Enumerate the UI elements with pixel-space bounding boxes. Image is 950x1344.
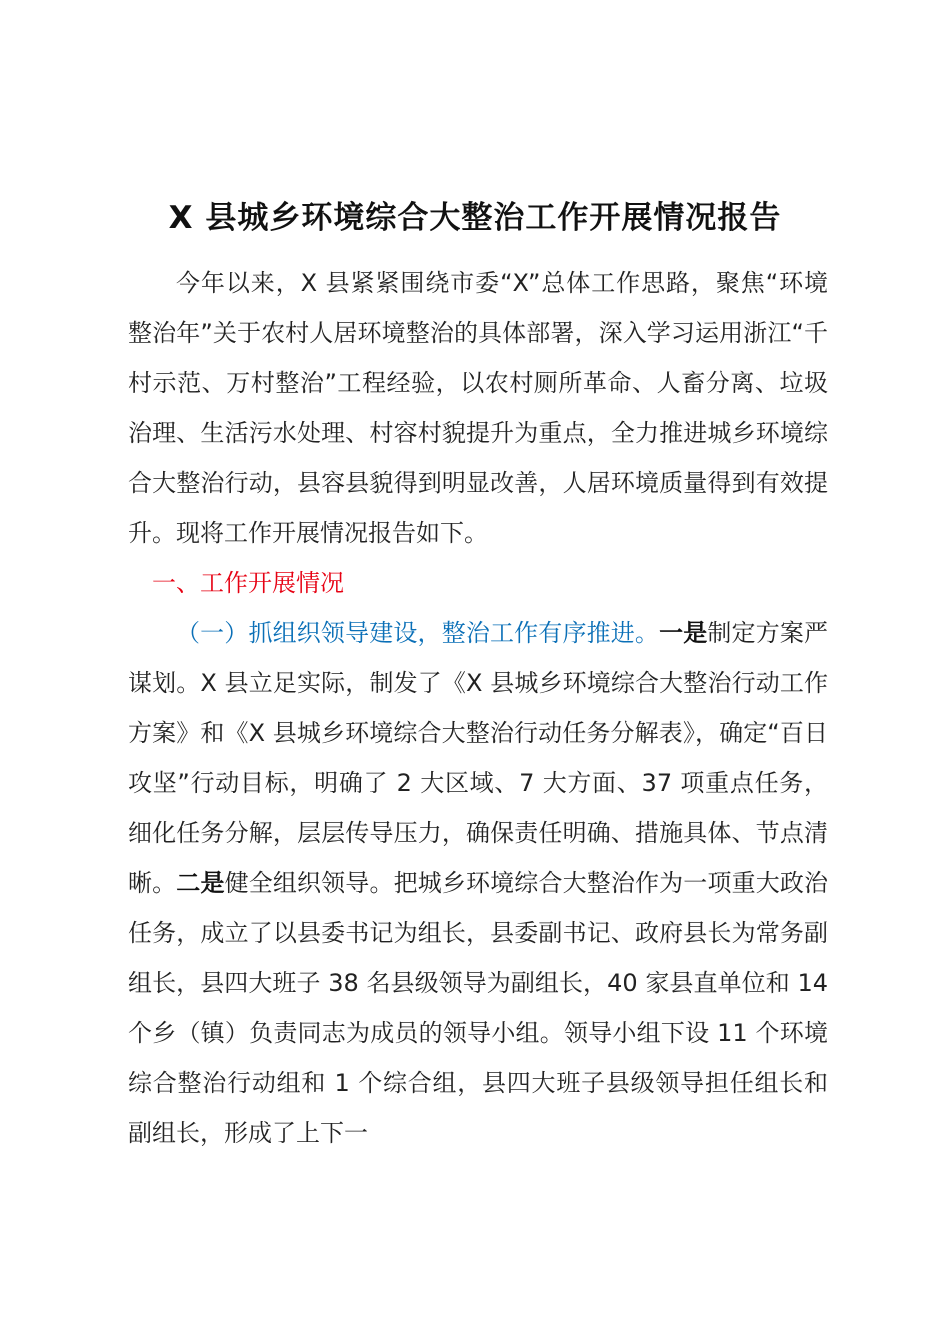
point-marker-two: 二是 [176, 869, 225, 897]
section-heading: 一、工作开展情况 [152, 569, 344, 597]
point-marker-one: 一是 [659, 619, 708, 647]
subsection-heading: （一）抓组织领导建设，整治工作有序推进。 [176, 619, 660, 647]
subsection-paragraph [128, 608, 828, 1158]
point-two-text: 健全组织领导。把城乡环境综合大整治作为一项重大政治任务，成立了以县委书记为组长，县委副书记、政府县长为常务副组长，县四大班子 38 名县级领导为副组长，40 家县直单位和 14 个乡（镇）负责同志为成员的领导小组。领导小组下设 11 个环境综合整治行动组和 1 个综合组，县四大班子县级领导担任组长和副组长，形成了上下一 [128, 869, 829, 1147]
document-title: X 县城乡环境综合大整治工作开展情况报告 [168, 200, 782, 236]
document-body [128, 258, 828, 1158]
point-one-text: 制定方案严谋划。X 县立足实际，制发了《X 县城乡环境综合大整治行动工作方案》和《X 县城乡环境综合大整治行动任务分解表》，确定“百日攻坚”行动目标，明确了 2 大区域、7 大方面、37 项重点任务，细化任务分解，层层传导压力，确保责任明确、措施具体、节点清晰。 [128, 619, 829, 897]
intro-paragraph: 今年以来，X 县紧紧围绕市委“X”总体工作思路，聚焦“环境整治年”关于农村人居环境整治的具体部署，深入学习运用浙江“千村示范、万村整治”工程经验，以农村厕所革命、人畜分离、垃圾治理、生活污水处理、村容村貌提升为重点，全力推进城乡环境综合大整治行动，县容县貌得到明显改善，人居环境质量得到有效提升。现将工作开展情况报告如下。 [128, 269, 828, 547]
